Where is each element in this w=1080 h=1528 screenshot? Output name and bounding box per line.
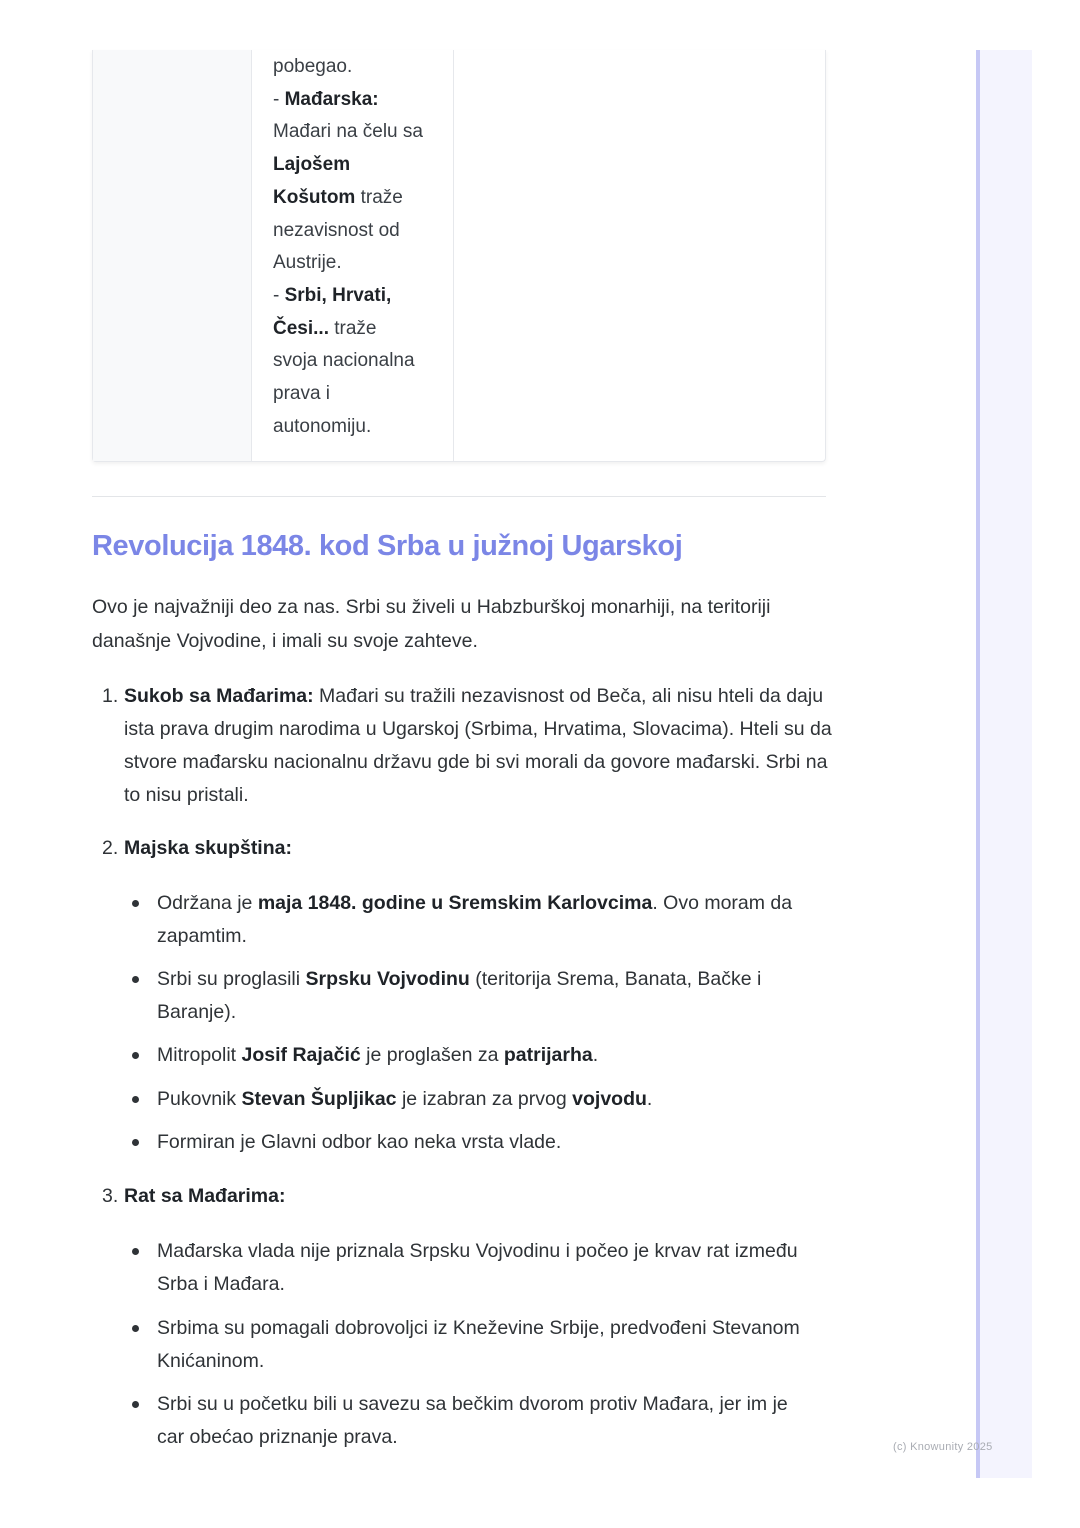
bullet-text: Srbi su proglasili Srpsku Vojvodinu (teritorija Srema, Banata, Bačke i Baranje). bbox=[157, 968, 762, 1023]
bullet-dot bbox=[132, 1096, 139, 1103]
list-item-rat-sa-madjarima bbox=[92, 1180, 832, 1213]
watermark: (c) Knowunity 2025 bbox=[893, 1441, 993, 1453]
list-item-text: Sukob sa Mađarima: Mađari su tražili nezavisnost od Beča, ali nisu hteli da daju ista prava drugim narodima u Ugarskoj (Srbima, Hrvatima, Slovacima). Hteli su da stvore mađarsku nacionalnu državu gde bi svi morali da govore mađarski. Srbi na to nisu pristali. bbox=[124, 685, 832, 806]
list-item-text: Rat sa Mađarima: bbox=[124, 1185, 286, 1207]
list-item-majska-skupstina bbox=[92, 832, 832, 865]
bullet-text: Formiran je Glavni odbor kao neka vrsta vlade. bbox=[157, 1131, 562, 1153]
table-cell-line: Austrije. bbox=[273, 252, 342, 274]
table-cell-line: svoja nacionalna bbox=[273, 350, 415, 372]
bullet-dot bbox=[132, 1139, 139, 1146]
table-cell-line: nezavisnost od bbox=[273, 219, 400, 241]
bullet-text: Održana je maja 1848. godine u Sremskim Karlovcima. Ovo moram da zapamtim. bbox=[157, 892, 793, 947]
bullet-dot bbox=[132, 900, 139, 907]
bullet-dot bbox=[132, 1401, 139, 1408]
list-item-text: Majska skupština: bbox=[124, 837, 292, 859]
bullet-item bbox=[130, 887, 820, 953]
table-cell-line: Česi... traže bbox=[273, 317, 377, 339]
table-cell-line: autonomiju. bbox=[273, 415, 372, 437]
table-cell-line: pobegao. bbox=[273, 56, 353, 77]
table-column-3 bbox=[453, 50, 825, 461]
table-column-2 bbox=[251, 50, 454, 461]
bullet-text: Mitropolit Josif Rajačić je proglašen za patrijarha. bbox=[157, 1044, 599, 1066]
table-cell-line: Lajošem bbox=[273, 154, 351, 176]
bullet-text: Srbima su pomagali dobrovoljci iz Kneževine Srbije, predvođeni Stevanom Knićaninom. bbox=[157, 1317, 800, 1372]
bullet-text: Pukovnik Stevan Šupljikac je izabran za prvog vojvodu. bbox=[157, 1088, 653, 1110]
bullet-dot bbox=[132, 976, 139, 983]
list-number: 3. bbox=[102, 1185, 119, 1207]
bullet-item bbox=[130, 963, 820, 1029]
bullet-item bbox=[130, 1312, 820, 1378]
table-cell-line: prava i bbox=[273, 383, 331, 405]
side-panel bbox=[976, 50, 1032, 1478]
bullet-dot bbox=[132, 1248, 139, 1255]
table-cell-text bbox=[273, 51, 445, 443]
list-number: 1. bbox=[102, 685, 119, 707]
table-cell-line: Košutom traže bbox=[273, 186, 403, 208]
bullet-item bbox=[130, 1388, 820, 1454]
bullet-item bbox=[130, 1126, 820, 1159]
section-divider bbox=[92, 496, 826, 497]
list-number: 2. bbox=[102, 837, 119, 859]
table-cell-line: - Mađarska: bbox=[273, 88, 379, 110]
bullet-text: Srbi su u početku bili u savezu sa bečkim dvorom protiv Mađara, jer im je car obećao priznanje prava. bbox=[157, 1393, 788, 1448]
table-cell-line: - Srbi, Hrvati, bbox=[273, 284, 392, 306]
bullet-item bbox=[130, 1039, 820, 1072]
bullet-item bbox=[130, 1235, 820, 1301]
table-cell-line: Mađari na čelu sa bbox=[273, 121, 423, 143]
bullet-dot bbox=[132, 1325, 139, 1332]
content-table bbox=[92, 50, 826, 462]
table-column-1 bbox=[93, 50, 252, 461]
section-title: Revolucija 1848. kod Srba u južnoj Ugarskoj bbox=[92, 530, 683, 562]
bullet-text: Mađarska vlada nije priznala Srpsku Vojvodinu i počeo je krvav rat između Srba i Mađara. bbox=[157, 1240, 798, 1295]
section-intro: Ovo je najvažniji deo za nas. Srbi su živeli u Habzburškoj monarhiji, na teritoriji današnje Vojvodine, i imali su svoje zahteve. bbox=[92, 596, 771, 652]
bullet-item bbox=[130, 1083, 820, 1116]
bullet-dot bbox=[132, 1052, 139, 1059]
list-item-sukob bbox=[92, 680, 832, 812]
